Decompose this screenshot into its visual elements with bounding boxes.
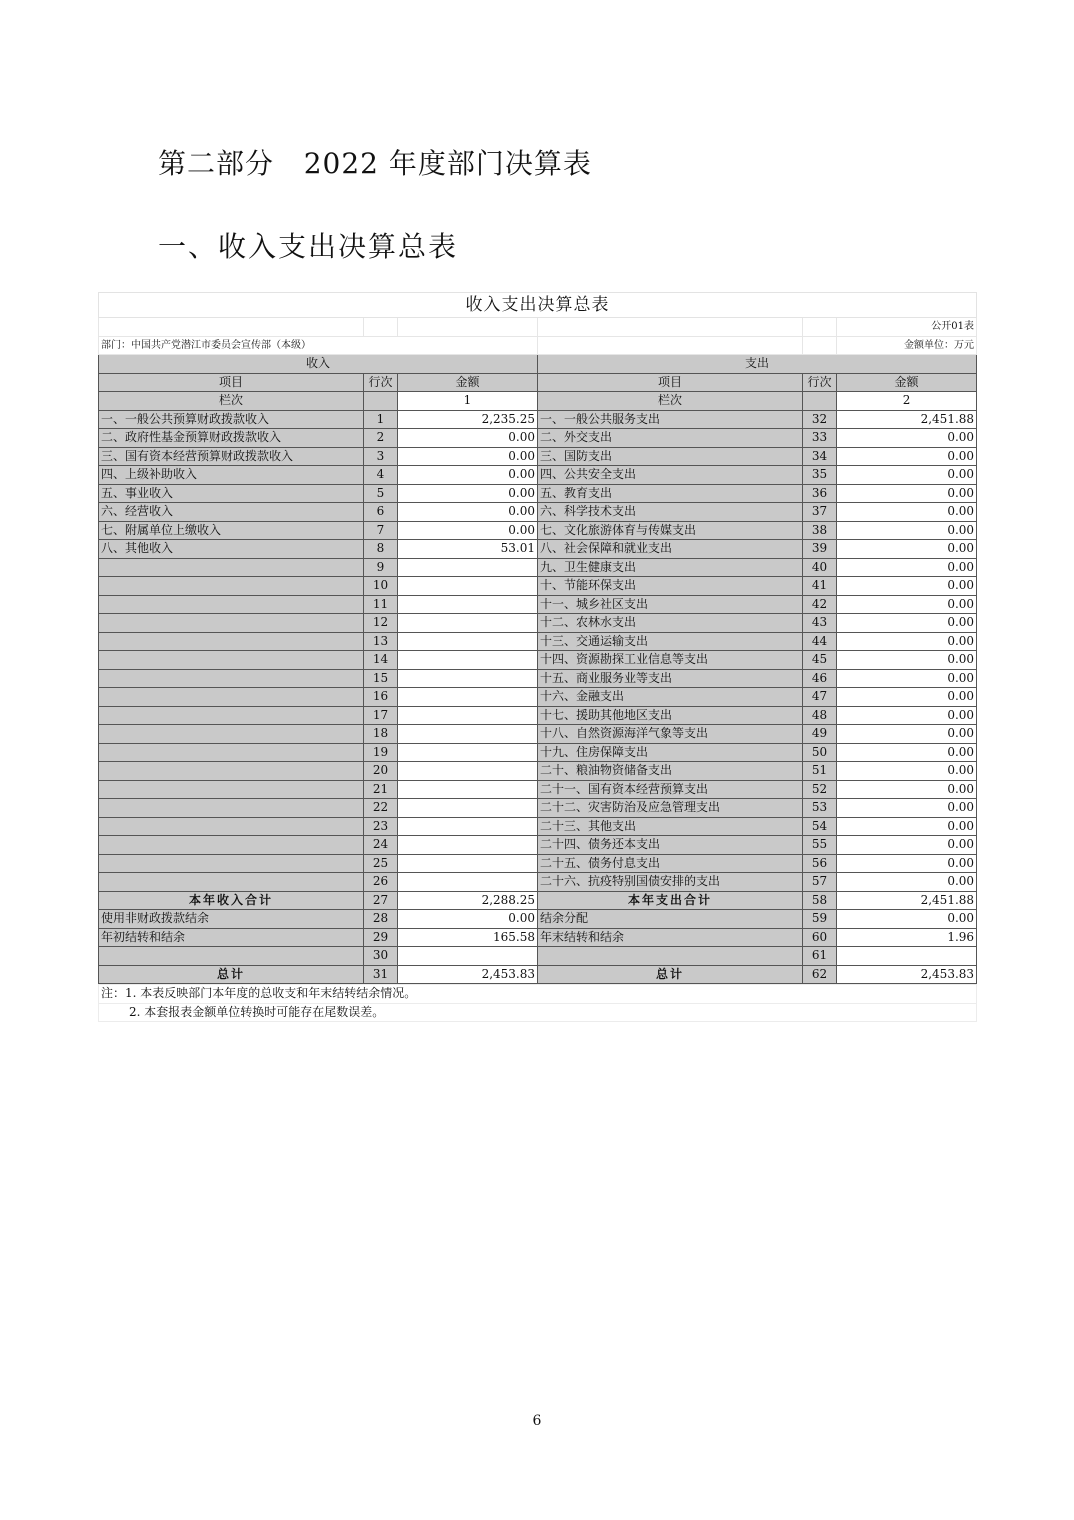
income-amount: 0.00 bbox=[398, 503, 538, 522]
income-item bbox=[99, 743, 364, 762]
expense-amount: 0.00 bbox=[837, 447, 977, 466]
table-row bbox=[99, 558, 977, 577]
expense-row-no: 46 bbox=[803, 669, 837, 688]
income-row-no: 14 bbox=[364, 651, 398, 670]
note-2: 2. 本套报表金额单位转换时可能存在尾数误差。 bbox=[99, 1003, 977, 1022]
expense-amount: 0.00 bbox=[837, 799, 977, 818]
income-amount bbox=[398, 854, 538, 873]
expense-row-no: 54 bbox=[803, 817, 837, 836]
income-row-no: 13 bbox=[364, 632, 398, 651]
income-amount: 0.00 bbox=[398, 910, 538, 929]
unit-label: 金额单位：万元 bbox=[837, 336, 977, 355]
income-row-no: 2 bbox=[364, 429, 398, 448]
expense-row-no: 41 bbox=[803, 577, 837, 596]
expense-item: 四、公共安全支出 bbox=[538, 466, 803, 485]
expense-lanci-label: 栏次 bbox=[538, 392, 803, 411]
income-row-no: 15 bbox=[364, 669, 398, 688]
expense-amount: 0.00 bbox=[837, 725, 977, 744]
expense-row-no: 44 bbox=[803, 632, 837, 651]
expense-row-no: 47 bbox=[803, 688, 837, 707]
income-item: 总计 bbox=[99, 965, 364, 984]
table-row bbox=[99, 595, 977, 614]
income-amount bbox=[398, 873, 538, 892]
income-item bbox=[99, 817, 364, 836]
income-row-no: 28 bbox=[364, 910, 398, 929]
expense-row-no: 33 bbox=[803, 429, 837, 448]
income-row-no: 24 bbox=[364, 836, 398, 855]
income-lanci-label: 栏次 bbox=[99, 392, 364, 411]
expense-item: 二十五、债务付息支出 bbox=[538, 854, 803, 873]
expense-amount: 0.00 bbox=[837, 577, 977, 596]
expense-amount: 0.00 bbox=[837, 706, 977, 725]
department-label: 部门：中国共产党潜江市委员会宣传部（本级） bbox=[99, 336, 538, 355]
income-item bbox=[99, 947, 364, 966]
income-column-number: 1 bbox=[398, 392, 538, 411]
expense-amount: 2,453.83 bbox=[837, 965, 977, 984]
expense-amount: 0.00 bbox=[837, 780, 977, 799]
income-amount bbox=[398, 595, 538, 614]
expense-item: 二十三、其他支出 bbox=[538, 817, 803, 836]
income-row-no: 16 bbox=[364, 688, 398, 707]
column-header-row bbox=[99, 373, 977, 392]
table-row bbox=[99, 947, 977, 966]
table-row bbox=[99, 632, 977, 651]
expense-item: 六、科学技术支出 bbox=[538, 503, 803, 522]
expense-amount: 2,451.88 bbox=[837, 891, 977, 910]
expense-amount bbox=[837, 947, 977, 966]
income-amount bbox=[398, 614, 538, 633]
expense-item: 三、国防支出 bbox=[538, 447, 803, 466]
income-item bbox=[99, 762, 364, 781]
expense-row-no: 57 bbox=[803, 873, 837, 892]
income-item bbox=[99, 725, 364, 744]
income-amount bbox=[398, 558, 538, 577]
income-item: 七、附属单位上缴收入 bbox=[99, 521, 364, 540]
income-amount: 0.00 bbox=[398, 521, 538, 540]
income-row-no: 18 bbox=[364, 725, 398, 744]
income-row-no: 1 bbox=[364, 410, 398, 429]
expense-row-no: 50 bbox=[803, 743, 837, 762]
expense-item: 七、文化旅游体育与传媒支出 bbox=[538, 521, 803, 540]
income-row-no: 29 bbox=[364, 928, 398, 947]
expense-amount: 0.00 bbox=[837, 743, 977, 762]
income-amount bbox=[398, 799, 538, 818]
income-row-no: 30 bbox=[364, 947, 398, 966]
income-amount: 0.00 bbox=[398, 466, 538, 485]
income-row-no: 21 bbox=[364, 780, 398, 799]
expense-item: 十、节能环保支出 bbox=[538, 577, 803, 596]
income-item bbox=[99, 651, 364, 670]
income-row-no: 3 bbox=[364, 447, 398, 466]
expense-row-no: 35 bbox=[803, 466, 837, 485]
income-row-no: 17 bbox=[364, 706, 398, 725]
table-row bbox=[99, 503, 977, 522]
expense-amount: 0.00 bbox=[837, 521, 977, 540]
expense-amount: 0.00 bbox=[837, 817, 977, 836]
income-amount bbox=[398, 836, 538, 855]
expense-amount: 0.00 bbox=[837, 688, 977, 707]
expense-amount: 0.00 bbox=[837, 762, 977, 781]
expense-item: 十七、援助其他地区支出 bbox=[538, 706, 803, 725]
dept-row bbox=[99, 336, 977, 355]
expense-amount: 0.00 bbox=[837, 484, 977, 503]
expense-row-no: 38 bbox=[803, 521, 837, 540]
expense-row-no: 55 bbox=[803, 836, 837, 855]
income-item bbox=[99, 854, 364, 873]
income-amount-header: 金额 bbox=[398, 373, 538, 392]
expense-item: 二十、粮油物资储备支出 bbox=[538, 762, 803, 781]
expense-row-no: 45 bbox=[803, 651, 837, 670]
income-amount bbox=[398, 817, 538, 836]
income-row-no: 26 bbox=[364, 873, 398, 892]
income-amount bbox=[398, 947, 538, 966]
income-row-no: 20 bbox=[364, 762, 398, 781]
expense-item: 年末结转和结余 bbox=[538, 928, 803, 947]
income-item bbox=[99, 632, 364, 651]
income-item: 六、经营收入 bbox=[99, 503, 364, 522]
expense-row-no: 48 bbox=[803, 706, 837, 725]
income-amount: 2,288.25 bbox=[398, 891, 538, 910]
table-heading: 一、收入支出决算总表 bbox=[158, 230, 459, 263]
income-item bbox=[99, 873, 364, 892]
income-row-no: 4 bbox=[364, 466, 398, 485]
income-row-no: 9 bbox=[364, 558, 398, 577]
notes-table bbox=[98, 984, 977, 1022]
table-row bbox=[99, 651, 977, 670]
income-item: 五、事业收入 bbox=[99, 484, 364, 503]
table-row bbox=[99, 743, 977, 762]
expense-item: 总计 bbox=[538, 965, 803, 984]
expense-item: 二、外交支出 bbox=[538, 429, 803, 448]
income-amount: 0.00 bbox=[398, 429, 538, 448]
code-row bbox=[99, 318, 977, 337]
expense-amount: 0.00 bbox=[837, 873, 977, 892]
expense-amount-header: 金额 bbox=[837, 373, 977, 392]
table-row bbox=[99, 410, 977, 429]
expense-item: 二十一、国有资本经营预算支出 bbox=[538, 780, 803, 799]
income-row-no: 22 bbox=[364, 799, 398, 818]
expense-row-no: 61 bbox=[803, 947, 837, 966]
expense-row-no: 43 bbox=[803, 614, 837, 633]
expense-row-no: 58 bbox=[803, 891, 837, 910]
income-item bbox=[99, 558, 364, 577]
expense-amount: 0.00 bbox=[837, 558, 977, 577]
income-row-no: 7 bbox=[364, 521, 398, 540]
income-amount: 2,235.25 bbox=[398, 410, 538, 429]
table-row bbox=[99, 688, 977, 707]
note-1: 注：1. 本表反映部门本年度的总收支和年末结转结余情况。 bbox=[99, 985, 977, 1004]
subtotal-row bbox=[99, 891, 977, 910]
table-row bbox=[99, 577, 977, 596]
income-amount bbox=[398, 577, 538, 596]
table-code: 公开01表 bbox=[837, 318, 977, 337]
table-row bbox=[99, 466, 977, 485]
expense-amount: 0.00 bbox=[837, 540, 977, 559]
income-item-header: 项目 bbox=[99, 373, 364, 392]
table-row bbox=[99, 706, 977, 725]
income-item bbox=[99, 780, 364, 799]
budget-table-container bbox=[98, 292, 976, 1022]
income-row-header: 行次 bbox=[364, 373, 398, 392]
expense-item: 一、一般公共服务支出 bbox=[538, 410, 803, 429]
income-amount bbox=[398, 762, 538, 781]
income-amount: 165.58 bbox=[398, 928, 538, 947]
income-row-no: 11 bbox=[364, 595, 398, 614]
income-item: 本年收入合计 bbox=[99, 891, 364, 910]
income-amount: 2,453.83 bbox=[398, 965, 538, 984]
expense-column-number: 2 bbox=[837, 392, 977, 411]
table-row bbox=[99, 910, 977, 929]
expense-item bbox=[538, 947, 803, 966]
income-row-no: 23 bbox=[364, 817, 398, 836]
income-item bbox=[99, 706, 364, 725]
expense-amount: 0.00 bbox=[837, 429, 977, 448]
expense-row-no: 36 bbox=[803, 484, 837, 503]
income-item: 一、一般公共预算财政拨款收入 bbox=[99, 410, 364, 429]
income-amount bbox=[398, 743, 538, 762]
income-item bbox=[99, 688, 364, 707]
table-row bbox=[99, 447, 977, 466]
table-row bbox=[99, 762, 977, 781]
expense-item: 二十六、抗疫特别国债安排的支出 bbox=[538, 873, 803, 892]
income-amount: 0.00 bbox=[398, 484, 538, 503]
income-item bbox=[99, 836, 364, 855]
page-number: 6 bbox=[532, 1413, 542, 1429]
income-header: 收入 bbox=[99, 355, 538, 374]
income-amount: 0.00 bbox=[398, 447, 538, 466]
expense-item: 十九、住房保障支出 bbox=[538, 743, 803, 762]
expense-amount: 0.00 bbox=[837, 669, 977, 688]
column-number-row bbox=[99, 392, 977, 411]
table-row bbox=[99, 725, 977, 744]
expense-row-no: 49 bbox=[803, 725, 837, 744]
expense-amount: 0.00 bbox=[837, 614, 977, 633]
table-row bbox=[99, 429, 977, 448]
income-row-no: 31 bbox=[364, 965, 398, 984]
income-item bbox=[99, 669, 364, 688]
expense-row-no: 40 bbox=[803, 558, 837, 577]
expense-amount: 0.00 bbox=[837, 595, 977, 614]
table-row bbox=[99, 780, 977, 799]
total-row bbox=[99, 965, 977, 984]
expense-row-no: 51 bbox=[803, 762, 837, 781]
expense-item: 八、社会保障和就业支出 bbox=[538, 540, 803, 559]
income-amount bbox=[398, 669, 538, 688]
expense-amount: 0.00 bbox=[837, 651, 977, 670]
income-amount: 53.01 bbox=[398, 540, 538, 559]
expense-item: 十四、资源勘探工业信息等支出 bbox=[538, 651, 803, 670]
table-row bbox=[99, 521, 977, 540]
expense-row-no: 60 bbox=[803, 928, 837, 947]
income-amount bbox=[398, 780, 538, 799]
income-item: 年初结转和结余 bbox=[99, 928, 364, 947]
expense-item-header: 项目 bbox=[538, 373, 803, 392]
expense-row-no: 34 bbox=[803, 447, 837, 466]
expense-amount: 0.00 bbox=[837, 466, 977, 485]
table-row bbox=[99, 799, 977, 818]
income-row-no: 10 bbox=[364, 577, 398, 596]
expense-item: 本年支出合计 bbox=[538, 891, 803, 910]
expense-amount: 0.00 bbox=[837, 632, 977, 651]
expense-item: 五、教育支出 bbox=[538, 484, 803, 503]
expense-amount: 0.00 bbox=[837, 503, 977, 522]
expense-item: 二十二、灾害防治及应急管理支出 bbox=[538, 799, 803, 818]
income-amount bbox=[398, 688, 538, 707]
income-row-no: 6 bbox=[364, 503, 398, 522]
income-row-no: 8 bbox=[364, 540, 398, 559]
income-amount bbox=[398, 651, 538, 670]
income-item bbox=[99, 799, 364, 818]
expense-row-no: 32 bbox=[803, 410, 837, 429]
table-row bbox=[99, 540, 977, 559]
expense-item: 十一、城乡社区支出 bbox=[538, 595, 803, 614]
budget-table bbox=[98, 292, 977, 984]
expense-row-no: 59 bbox=[803, 910, 837, 929]
expense-amount: 2,451.88 bbox=[837, 410, 977, 429]
expense-row-no: 53 bbox=[803, 799, 837, 818]
income-row-no: 19 bbox=[364, 743, 398, 762]
expense-row-header: 行次 bbox=[803, 373, 837, 392]
table-title: 收入支出决算总表 bbox=[99, 293, 977, 318]
expense-item: 九、卫生健康支出 bbox=[538, 558, 803, 577]
income-amount bbox=[398, 725, 538, 744]
table-row bbox=[99, 817, 977, 836]
income-item bbox=[99, 577, 364, 596]
expense-amount: 1.96 bbox=[837, 928, 977, 947]
expense-item: 二十四、债务还本支出 bbox=[538, 836, 803, 855]
title-row bbox=[99, 293, 977, 318]
income-item bbox=[99, 595, 364, 614]
income-item: 使用非财政拨款结余 bbox=[99, 910, 364, 929]
table-row bbox=[99, 484, 977, 503]
section-header-row bbox=[99, 355, 977, 374]
income-amount bbox=[398, 632, 538, 651]
table-row bbox=[99, 873, 977, 892]
expense-row-no: 62 bbox=[803, 965, 837, 984]
expense-item: 十八、自然资源海洋气象等支出 bbox=[538, 725, 803, 744]
expense-item: 十二、农林水支出 bbox=[538, 614, 803, 633]
income-item: 三、国有资本经营预算财政拨款收入 bbox=[99, 447, 364, 466]
income-amount bbox=[398, 706, 538, 725]
expense-header: 支出 bbox=[538, 355, 977, 374]
expense-item: 十六、金融支出 bbox=[538, 688, 803, 707]
income-row-no: 5 bbox=[364, 484, 398, 503]
expense-amount: 0.00 bbox=[837, 854, 977, 873]
expense-amount: 0.00 bbox=[837, 836, 977, 855]
income-row-no: 12 bbox=[364, 614, 398, 633]
income-row-no: 25 bbox=[364, 854, 398, 873]
income-item: 四、上级补助收入 bbox=[99, 466, 364, 485]
expense-row-no: 56 bbox=[803, 854, 837, 873]
expense-row-no: 39 bbox=[803, 540, 837, 559]
expense-row-no: 42 bbox=[803, 595, 837, 614]
table-row bbox=[99, 854, 977, 873]
table-row bbox=[99, 669, 977, 688]
expense-item: 十三、交通运输支出 bbox=[538, 632, 803, 651]
income-item: 八、其他收入 bbox=[99, 540, 364, 559]
expense-item: 结余分配 bbox=[538, 910, 803, 929]
income-item: 二、政府性基金预算财政拨款收入 bbox=[99, 429, 364, 448]
table-row bbox=[99, 928, 977, 947]
expense-item: 十五、商业服务业等支出 bbox=[538, 669, 803, 688]
income-row-no: 27 bbox=[364, 891, 398, 910]
income-item bbox=[99, 614, 364, 633]
expense-amount: 0.00 bbox=[837, 910, 977, 929]
expense-row-no: 52 bbox=[803, 780, 837, 799]
section-heading: 第二部分 2022 年度部门决算表 bbox=[158, 147, 592, 180]
table-row bbox=[99, 836, 977, 855]
table-row bbox=[99, 614, 977, 633]
expense-row-no: 37 bbox=[803, 503, 837, 522]
